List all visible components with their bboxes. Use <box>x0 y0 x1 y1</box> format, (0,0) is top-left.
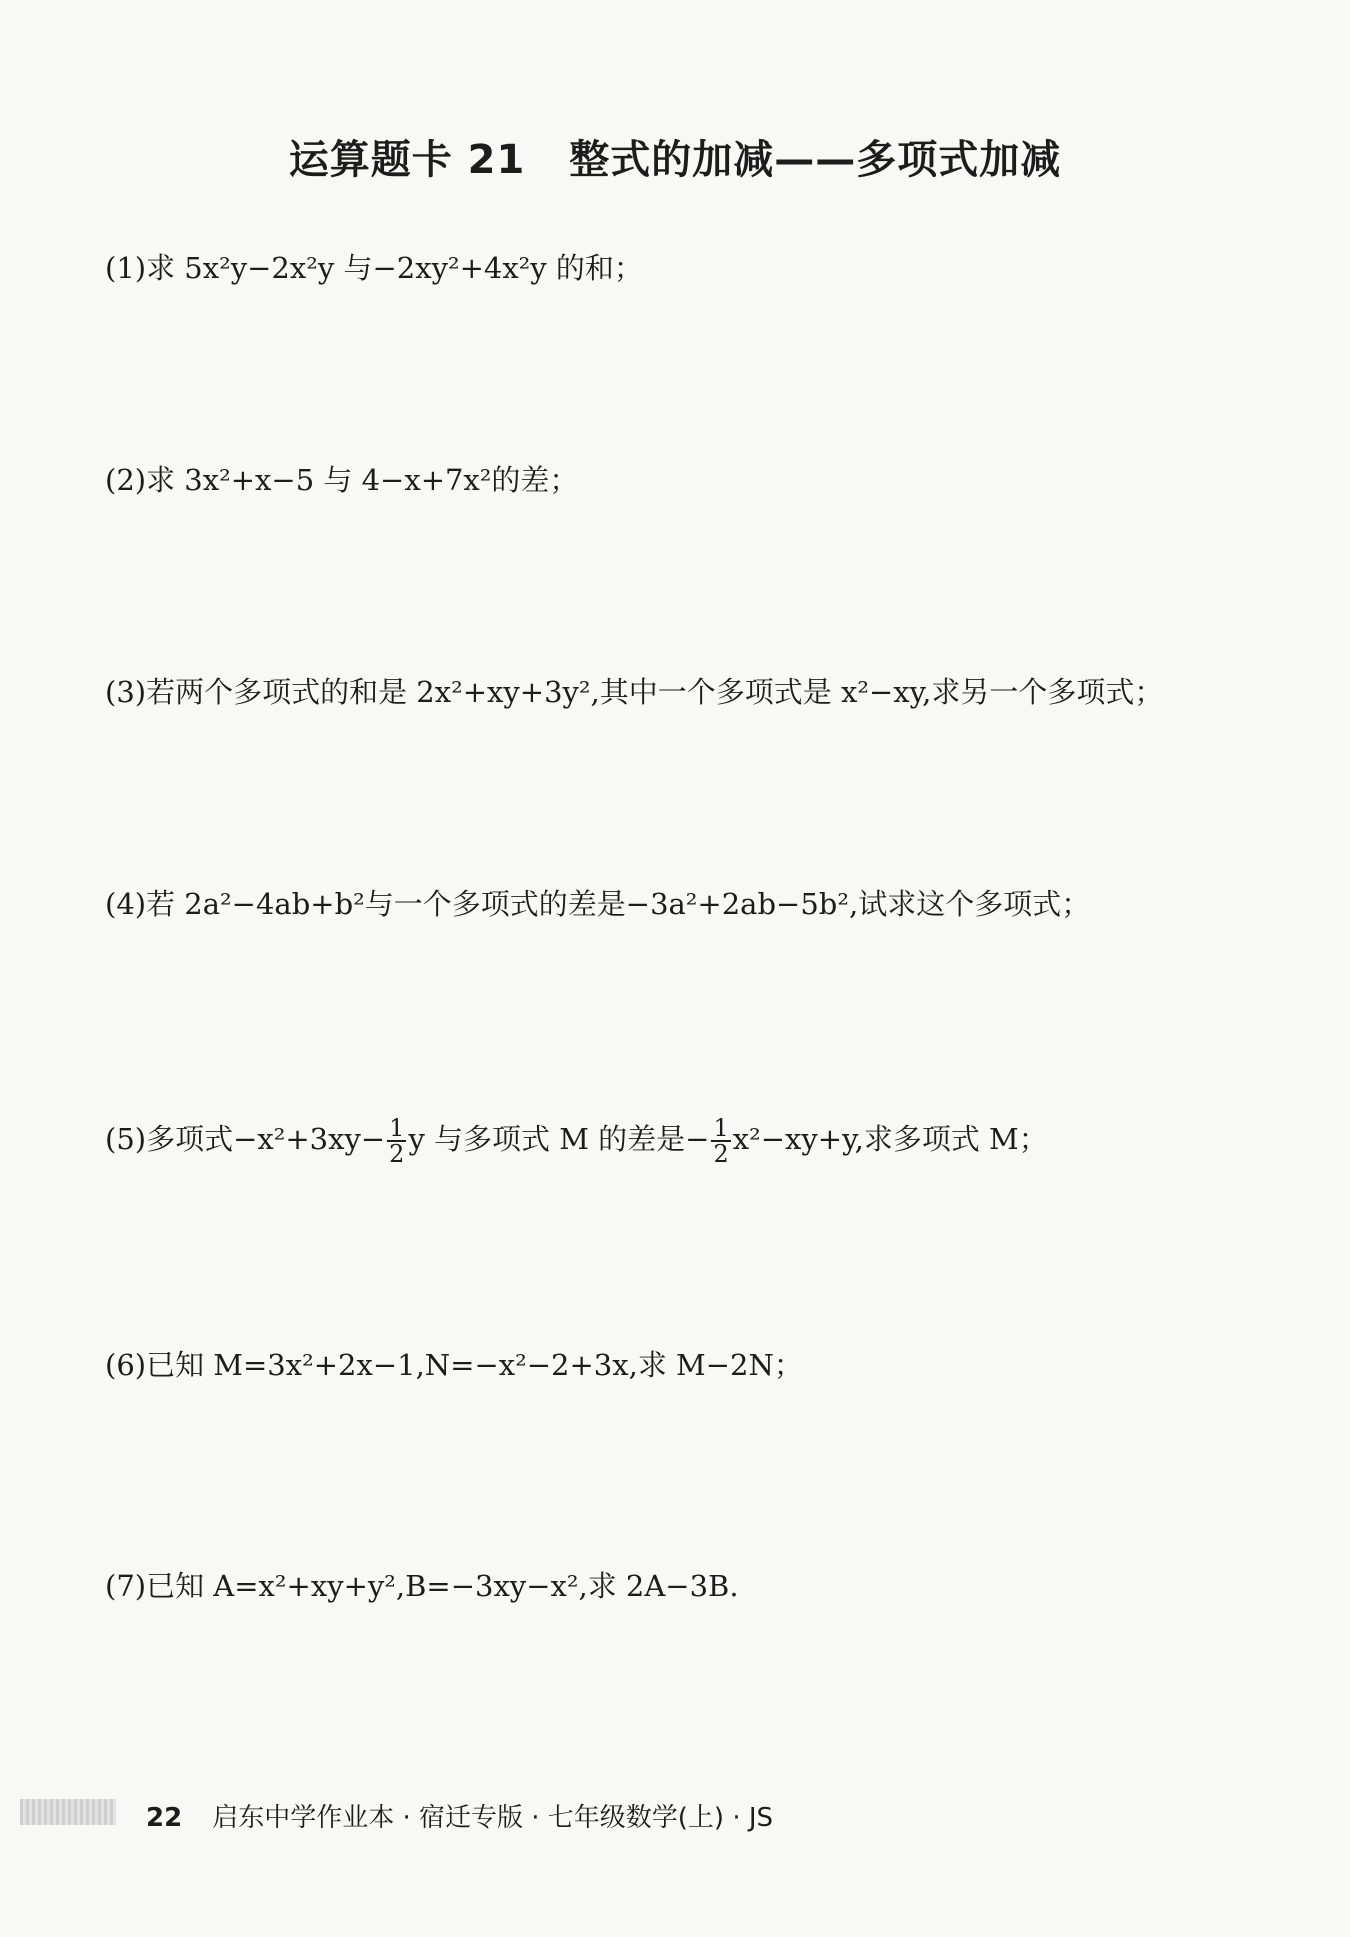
fraction-denominator: 2 <box>713 1140 729 1168</box>
problem-3 <box>105 672 1163 712</box>
problem-text: 已知 M=3x²+2x−1,N=−x²−2+3x,求 M−2N； <box>146 1348 803 1382</box>
problem-text: 已知 A=x²+xy+y²,B=−3xy−x²,求 2A−3B. <box>146 1569 739 1603</box>
problem-label: (7) <box>105 1569 147 1603</box>
fraction-numerator: 1 <box>389 1114 405 1142</box>
problem-text: 求 3x²+x−5 与 4−x+7x²的差； <box>146 463 579 497</box>
problem-text-part1: 多项式−x²+3xy− <box>146 1122 386 1156</box>
page-footer <box>146 1797 773 1834</box>
problem-text: 若 2a²−4ab+b²与一个多项式的差是−3a²+2ab−5b²,试求这个多项式； <box>146 887 1091 921</box>
problem-2 <box>105 460 578 500</box>
problem-6 <box>105 1345 803 1385</box>
problem-text: 求 5x²y−2x²y 与−2xy²+4x²y 的和； <box>146 251 643 285</box>
page-title <box>0 128 1350 185</box>
problem-text-part2: y 与多项式 M 的差是− <box>408 1122 710 1156</box>
problem-1 <box>105 248 643 288</box>
page-number: 22 <box>146 1803 183 1833</box>
fraction-denominator: 2 <box>389 1140 405 1168</box>
problem-label: (1) <box>105 251 147 285</box>
problem-7 <box>105 1566 739 1606</box>
problem-text: 若两个多项式的和是 2x²+xy+3y²,其中一个多项式是 x²−xy,求另一个多项式； <box>146 675 1164 709</box>
problem-text-part3: x²−xy+y,求多项式 M； <box>732 1122 1048 1156</box>
problem-label: (2) <box>105 463 147 497</box>
title-topic: 整式的加减——多项式加减 <box>569 137 1062 183</box>
fraction-numerator: 1 <box>713 1114 729 1142</box>
problem-5 <box>105 1116 1048 1166</box>
problem-4 <box>105 884 1090 924</box>
fraction-one-half <box>387 1116 406 1166</box>
footer-decoration <box>20 1799 116 1825</box>
fraction-one-half <box>711 1116 730 1166</box>
problem-label: (5) <box>105 1122 147 1156</box>
title-card-number: 运算题卡 21 <box>288 137 526 183</box>
problem-label: (3) <box>105 675 147 709</box>
book-title: 启东中学作业本 · 宿迁专版 · 七年级数学(上) · JS <box>212 1803 774 1833</box>
problem-label: (6) <box>105 1348 147 1382</box>
problem-label: (4) <box>105 887 147 921</box>
